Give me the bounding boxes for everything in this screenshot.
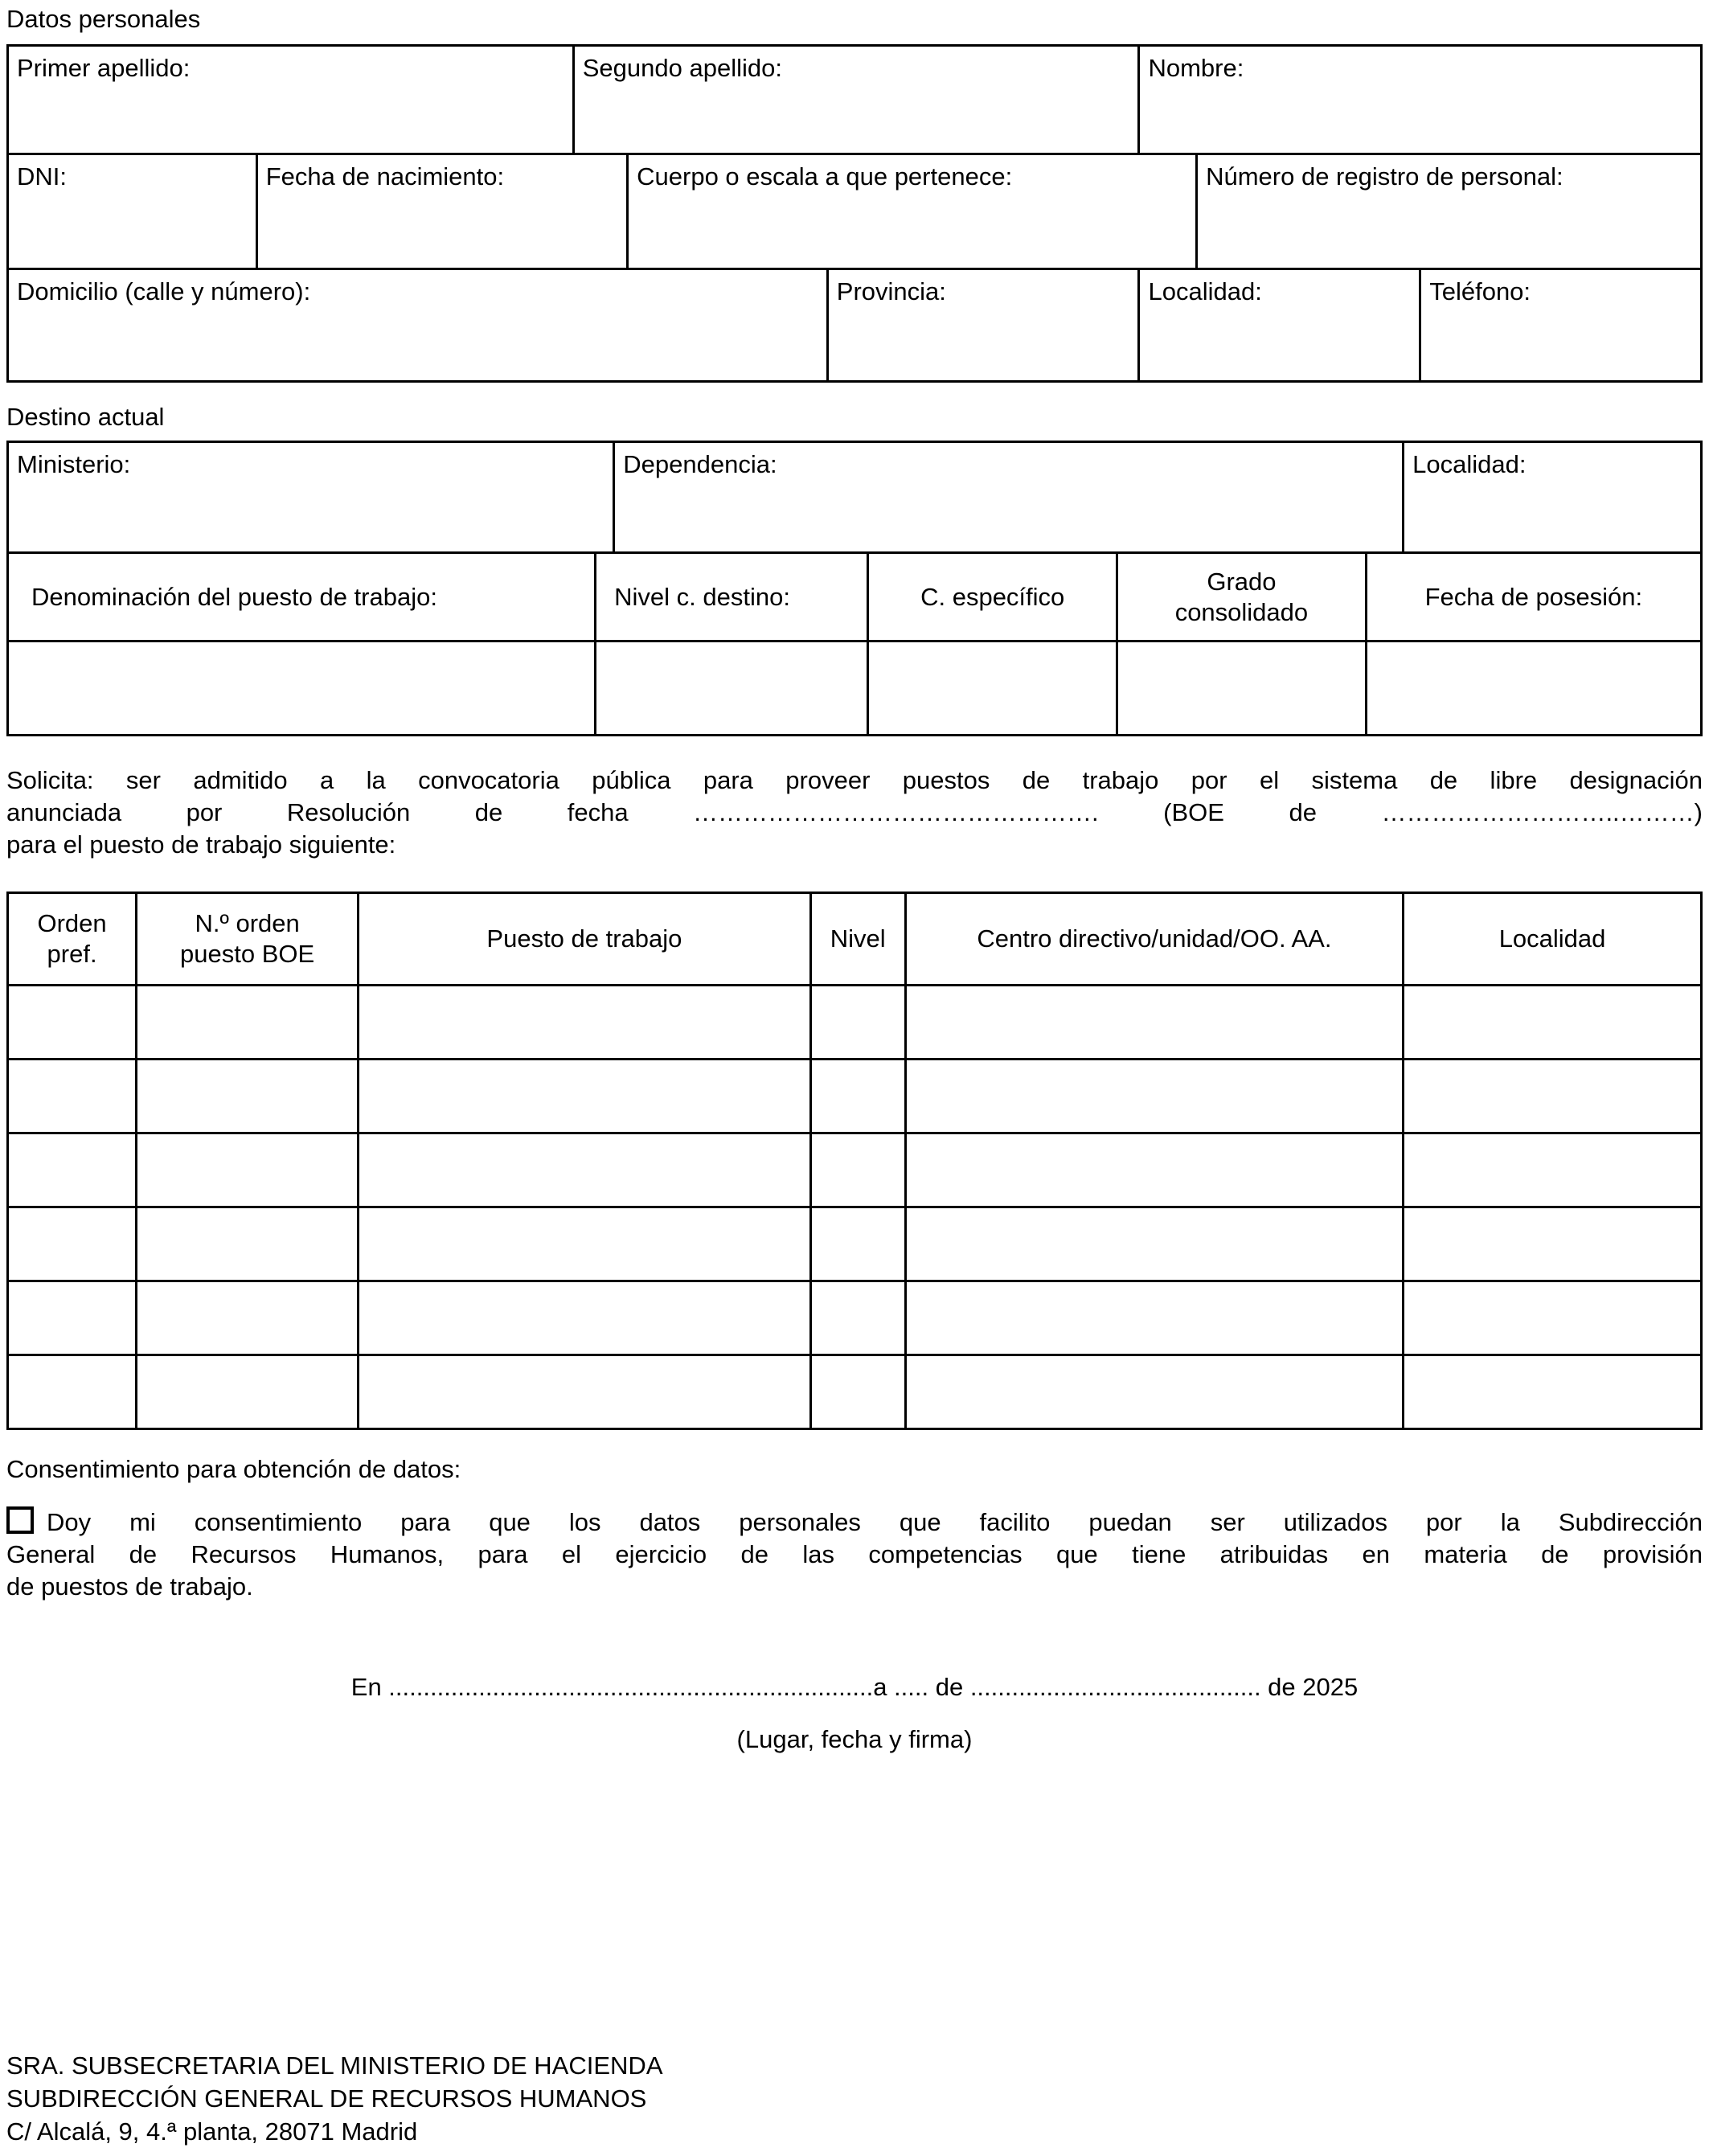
field-label: Cuerpo o escala a que pertenece:	[637, 162, 1013, 191]
table-row	[9, 443, 1703, 554]
field-num-registro[interactable]	[1198, 155, 1703, 270]
field-localidad[interactable]	[1140, 270, 1421, 383]
column-header: Centro directivo/unidad/OO. AA.	[977, 924, 1332, 953]
field-label: Localidad:	[1412, 450, 1527, 478]
puestos-input-cell[interactable]	[9, 986, 137, 1060]
puestos-input-cell[interactable]	[907, 1356, 1404, 1430]
fecha-firma-line[interactable]: En ......................................................................a ..... de .......................................... de 2025	[350, 1673, 1359, 1701]
table-header-row	[9, 554, 1703, 642]
input-c-especifico[interactable]	[869, 642, 1118, 736]
puestos-input-cell[interactable]	[9, 1356, 137, 1430]
puestos-input-cell[interactable]	[907, 1208, 1404, 1282]
column-header: Denominación del puesto de trabajo:	[31, 582, 437, 611]
header-c-especifico	[869, 554, 1118, 642]
puestos-input-cell[interactable]	[907, 1282, 1404, 1356]
puestos-input-cell[interactable]	[137, 986, 359, 1060]
field-telefono[interactable]	[1421, 270, 1703, 383]
header-denominacion	[9, 554, 596, 642]
field-label: Domicilio (calle y número):	[17, 277, 311, 305]
puestos-row	[9, 1208, 1703, 1282]
puestos-input-cell[interactable]	[359, 1356, 812, 1430]
puestos-input-cell[interactable]	[812, 1060, 907, 1134]
consent-line-2: General de Recursos Humanos, para el ejercicio de las competencias que tiene atribuidas en materia de provisión	[6, 1540, 1703, 1568]
destinatario-line-3: C/ Alcalá, 9, 4.ª planta, 28071 Madrid	[6, 2117, 418, 2146]
field-provincia[interactable]	[829, 270, 1141, 383]
input-denominacion[interactable]	[9, 642, 596, 736]
puestos-row	[9, 1282, 1703, 1356]
consent-line-1	[6, 1506, 1703, 1539]
header-nivel-c-destino	[596, 554, 869, 642]
header-fecha-posesion	[1367, 554, 1703, 642]
puestos-row	[9, 1134, 1703, 1208]
field-label: Localidad:	[1148, 277, 1262, 305]
field-dependencia[interactable]	[615, 443, 1404, 554]
puestos-input-cell[interactable]	[812, 1134, 907, 1208]
consentimiento-title: Consentimiento para obtención de datos:	[6, 1455, 461, 1483]
header-orden-pref	[9, 894, 137, 986]
input-fecha-posesion[interactable]	[1367, 642, 1703, 736]
field-label: Número de registro de personal:	[1206, 162, 1564, 191]
puestos-input-cell[interactable]	[1404, 1060, 1703, 1134]
consentimiento-paragraph	[6, 1506, 1703, 1603]
solicita-line-3: para el puesto de trabajo siguiente:	[6, 830, 396, 859]
puestos-row	[9, 986, 1703, 1060]
solicita-paragraph	[6, 764, 1703, 861]
puestos-header-row	[9, 894, 1703, 986]
field-label: Teléfono:	[1429, 277, 1531, 305]
puestos-input-cell[interactable]	[1404, 986, 1703, 1060]
puestos-input-cell[interactable]	[137, 1282, 359, 1356]
destinatario-line-2: SUBDIRECCIÓN GENERAL DE RECURSOS HUMANOS	[6, 2084, 647, 2113]
datos-personales-title: Datos personales	[6, 5, 201, 33]
puestos-table	[6, 892, 1703, 1430]
column-header: N.º orden puesto BOE	[180, 909, 315, 968]
input-grado-consolidado[interactable]	[1118, 642, 1367, 736]
field-label: Ministerio:	[17, 450, 131, 478]
header-localidad	[1404, 894, 1703, 986]
column-header: Nivel	[830, 924, 886, 953]
field-label: Primer apellido:	[17, 54, 191, 82]
field-fecha-nacimiento[interactable]	[258, 155, 629, 270]
table-row	[9, 155, 1703, 270]
puestos-input-cell[interactable]	[9, 1208, 137, 1282]
puestos-input-cell[interactable]	[9, 1060, 137, 1134]
puestos-input-cell[interactable]	[137, 1208, 359, 1282]
puestos-input-cell[interactable]	[359, 986, 812, 1060]
puestos-input-cell[interactable]	[812, 1356, 907, 1430]
header-centro-directivo	[907, 894, 1404, 986]
column-header: C. específico	[920, 582, 1065, 611]
field-dni[interactable]	[9, 155, 258, 270]
destino-actual-table	[6, 441, 1703, 736]
field-domicilio[interactable]	[9, 270, 829, 383]
destinatario-line-1: SRA. SUBSECRETARIA DEL MINISTERIO DE HACIENDA	[6, 2051, 663, 2080]
field-label: Provincia:	[836, 277, 946, 305]
consent-checkbox[interactable]	[6, 1506, 34, 1534]
puestos-input-cell[interactable]	[137, 1356, 359, 1430]
puestos-table-body	[9, 986, 1703, 1430]
consent-line-3: de puestos de trabajo.	[6, 1572, 253, 1601]
puestos-input-cell[interactable]	[1404, 1134, 1703, 1208]
puestos-input-cell[interactable]	[137, 1060, 359, 1134]
field-nombre[interactable]	[1140, 47, 1703, 155]
column-header: Orden pref.	[37, 909, 107, 968]
table-row	[9, 642, 1703, 736]
field-label: Dependencia:	[623, 450, 777, 478]
field-cuerpo-escala[interactable]	[629, 155, 1198, 270]
table-row	[9, 270, 1703, 383]
puestos-row	[9, 1356, 1703, 1430]
destinatario-block	[6, 2049, 1703, 2148]
puestos-input-cell[interactable]	[812, 986, 907, 1060]
field-label: DNI:	[17, 162, 67, 191]
field-ministerio[interactable]	[9, 443, 615, 554]
solicita-line-2: anunciada por Resolución de fecha …………………………………………. (BOE de ………………………..………)	[6, 798, 1703, 826]
field-label: Segundo apellido:	[582, 54, 782, 82]
column-header: Puesto de trabajo	[486, 924, 682, 953]
puestos-input-cell[interactable]	[9, 1134, 137, 1208]
lugar-fecha-firma-caption: (Lugar, fecha y firma)	[736, 1725, 973, 1753]
puestos-input-cell[interactable]	[812, 1208, 907, 1282]
column-header: Nivel c. destino:	[614, 582, 790, 611]
puestos-input-cell[interactable]	[812, 1282, 907, 1356]
header-nivel	[812, 894, 907, 986]
header-num-orden-boe	[137, 894, 359, 986]
puestos-input-cell[interactable]	[1404, 1208, 1703, 1282]
destino-actual-title: Destino actual	[6, 403, 165, 431]
input-nivel-c-destino[interactable]	[596, 642, 869, 736]
table-row	[9, 47, 1703, 155]
column-header: Grado consolidado	[1174, 567, 1309, 626]
header-puesto-trabajo	[359, 894, 812, 986]
field-label: Fecha de nacimiento:	[265, 162, 505, 191]
field-segundo-apellido[interactable]	[575, 47, 1141, 155]
column-header: Localidad	[1498, 924, 1606, 953]
header-grado-consolidado	[1118, 554, 1367, 642]
puestos-input-cell[interactable]	[907, 986, 1404, 1060]
puestos-row	[9, 1060, 1703, 1134]
puestos-input-cell[interactable]	[137, 1134, 359, 1208]
consent-text-1: Doy mi consentimiento para que los datos personales que facilito puedan ser utilizados por la Subdirección	[47, 1508, 1703, 1536]
datos-personales-table	[6, 44, 1703, 383]
puestos-input-cell[interactable]	[9, 1282, 137, 1356]
field-label: Nombre:	[1148, 54, 1244, 82]
field-destino-localidad[interactable]	[1404, 443, 1703, 554]
puestos-input-cell[interactable]	[1404, 1356, 1703, 1430]
puestos-input-cell[interactable]	[907, 1060, 1404, 1134]
puestos-input-cell[interactable]	[907, 1134, 1404, 1208]
solicita-line-1: Solicita: ser admitido a la convocatoria pública para proveer puestos de trabajo por el sistema de libre designación	[6, 766, 1703, 794]
field-primer-apellido[interactable]	[9, 47, 575, 155]
puestos-input-cell[interactable]	[359, 1060, 812, 1134]
puestos-input-cell[interactable]	[359, 1282, 812, 1356]
puestos-input-cell[interactable]	[359, 1208, 812, 1282]
puestos-input-cell[interactable]	[359, 1134, 812, 1208]
puestos-input-cell[interactable]	[1404, 1282, 1703, 1356]
column-header: Fecha de posesión:	[1424, 582, 1643, 611]
